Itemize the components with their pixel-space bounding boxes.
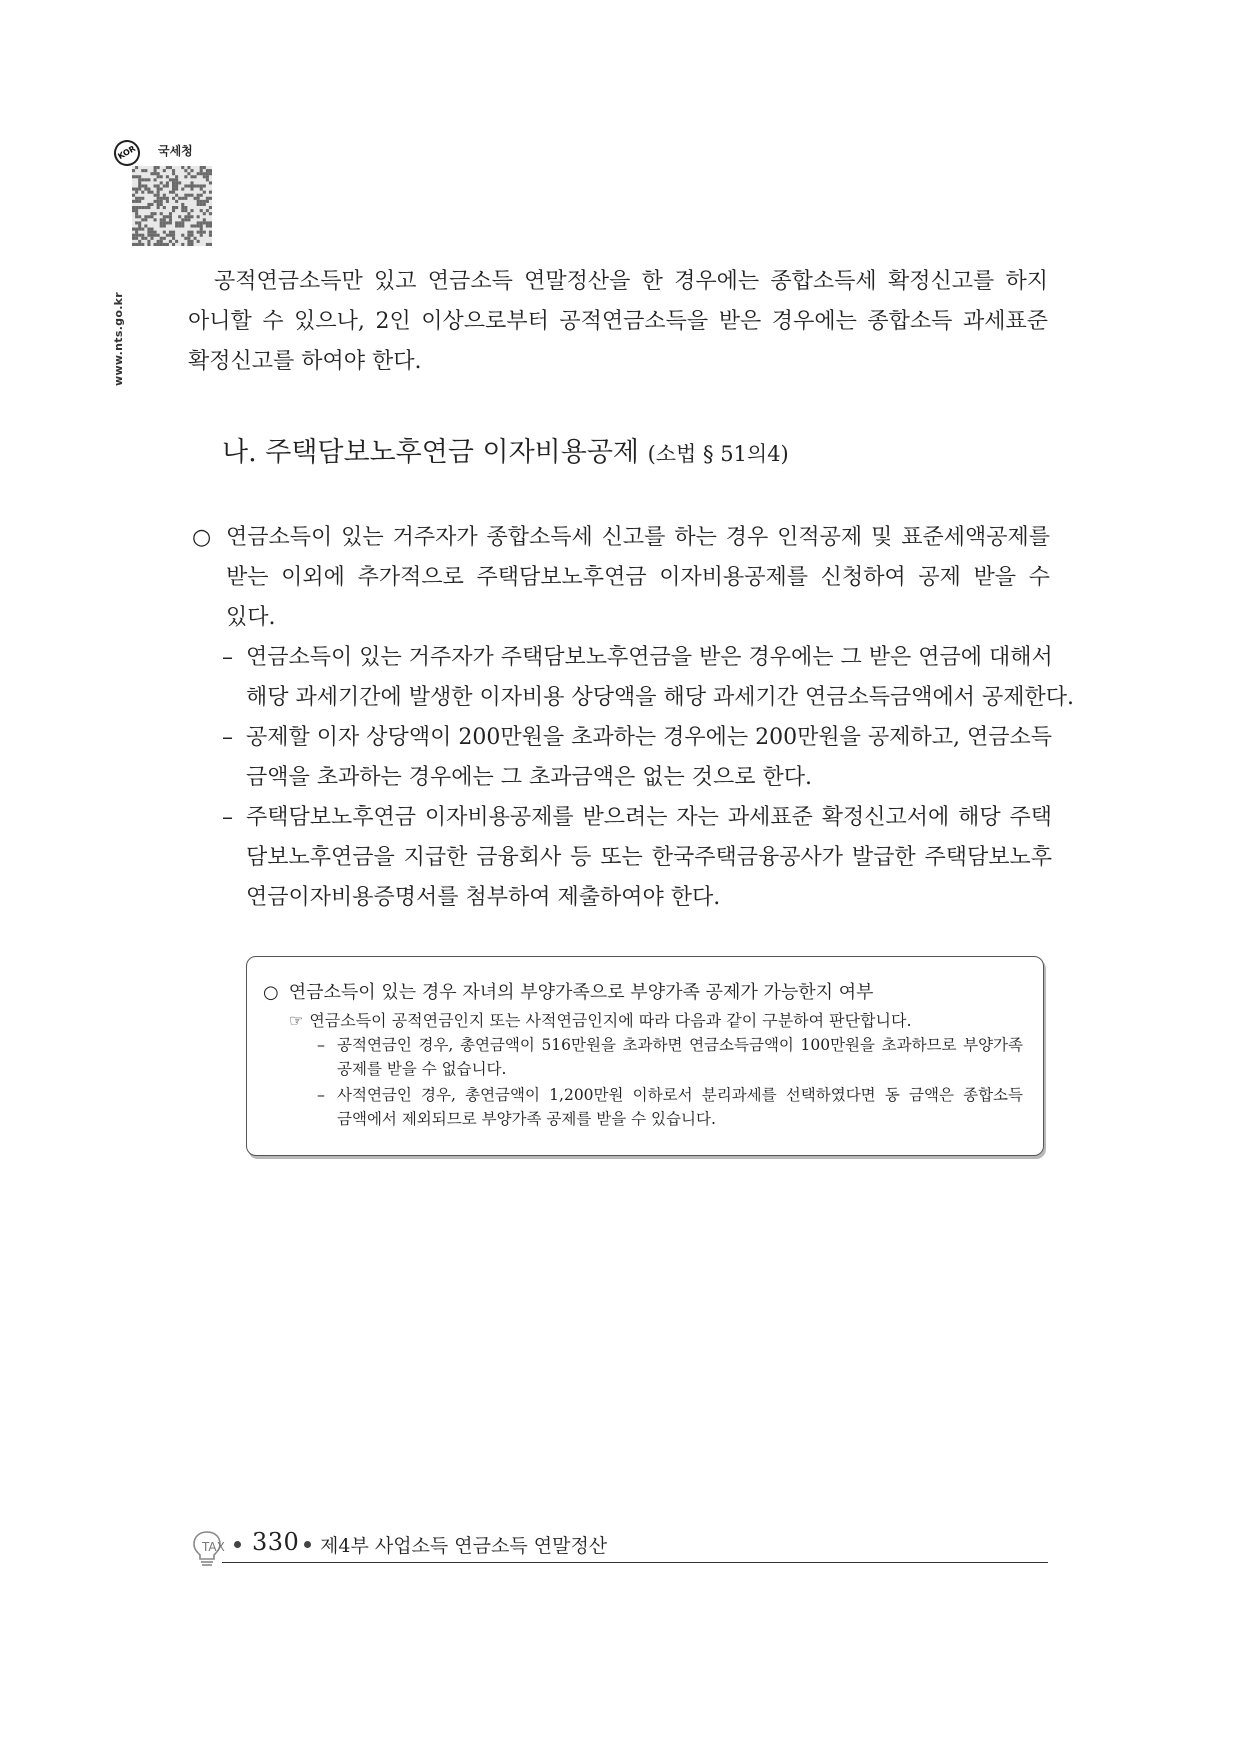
intro-line: 공적연금소득만 있고 연금소득 연말정산을 한 경우에는 종합소득세 확정신고를 하지 [214,269,1048,294]
dash-bullet-icon: – [222,805,233,830]
note-detail [317,1033,1023,1081]
dash-line: 담보노후연금을 지급한 금융회사 등 또는 한국주택금융공사가 발급한 주택담보노후 [246,845,1052,870]
note-question [263,981,874,1005]
note-detail-line: 금액에서 제외되므로 부양가족 공제를 받을 수 있습니다. [337,1110,716,1128]
intro-line: 아니할 수 있으나, 2인 이상으로부터 공적연금소득을 받은 경우에는 종합소득 과세표준 [188,309,1048,334]
dash-line: 연금이자비용증명서를 첨부하여 제출하여야 한다. [246,885,721,910]
nts-logo [112,140,222,386]
law-reference: (소법 § 51의4) [647,442,789,466]
dash-item [222,718,1052,798]
page-number: 330 [252,1528,300,1556]
note-answer [289,1009,912,1033]
main-bullet [192,518,1052,638]
intro-line: 확정신고를 하여야 한다. [188,349,422,374]
footer-divider [222,1562,1048,1563]
bullet-dot-icon [234,1541,241,1548]
note-answer-text: 연금소득이 공적연금인지 또는 사적연금인지에 따라 다음과 같이 구분하여 판단합니다. [309,1011,912,1030]
note-detail-line: 사적연금인 경우, 총연금액이 1,200만원 이하로서 분리과세를 선택하였다면 동 금액은 종합소득 [337,1086,1023,1104]
circle-bullet-icon: ○ [192,525,212,550]
chapter-title: 제4부 사업소득 연금소득 연말정산 [320,1535,608,1557]
qr-code-icon [132,166,212,246]
section-title [222,430,789,469]
dash-bullet-icon: – [317,1035,325,1054]
note-detail-line: 공적연금인 경우, 총연금액이 516만원을 초과하면 연금소득금액이 100만원을 초과하므로 부양가족 [337,1036,1023,1054]
note-question-text: 연금소득이 있는 경우 자녀의 부양가족으로 부양가족 공제가 가능한지 여부 [288,982,874,1003]
site-url: www.nts.go.kr [112,291,125,386]
pointing-hand-icon: ☞ [289,1011,304,1030]
bullet-line: 받는 이외에 추가적으로 주택담보노후연금 이자비용공제를 신청하여 공제 받을 수 [226,565,1050,590]
bullet-line: 연금소득이 있는 거주자가 종합소득세 신고를 하는 경우 인적공제 및 표준세액공제를 [226,525,1050,550]
org-name: 국세청 [158,144,193,158]
dash-bullet-icon: – [222,645,233,670]
section-heading: 나. 주택담보노후연금 이자비용공제 [222,437,639,468]
bullet-dot-icon [304,1541,311,1548]
dash-item [222,798,1052,918]
page-footer [190,1528,1050,1568]
note-detail-line: 공제를 받을 수 없습니다. [337,1060,507,1078]
dash-line: 금액을 초과하는 경우에는 그 초과금액은 없는 것으로 한다. [246,765,812,790]
note-detail [317,1083,1023,1131]
intro-paragraph [188,262,1048,382]
dash-line: 연금소득이 있는 거주자가 주택담보노후연금을 받은 경우에는 그 받은 연금에 대해서 [246,645,1053,670]
dash-item [222,638,1075,718]
kor-badge-icon: KOR [109,135,145,171]
dash-line: 주택담보노후연금 이자비용공제를 받으려는 자는 과세표준 확정신고서에 해당 주택 [246,805,1052,830]
circle-bullet-icon: ○ [263,982,279,1003]
dash-bullet-icon: – [222,725,233,750]
tax-label: TAX [202,1540,225,1554]
note-box [246,956,1044,1156]
dash-bullet-icon: – [317,1085,325,1104]
dash-line: 공제할 이자 상당액이 200만원을 초과하는 경우에는 200만원을 공제하고, 연금소득 [246,725,1052,750]
dash-line: 해당 과세기간에 발생한 이자비용 상당액을 해당 과세기간 연금소득금액에서 공제한다. [246,685,1075,710]
bullet-line: 있다. [226,605,276,630]
